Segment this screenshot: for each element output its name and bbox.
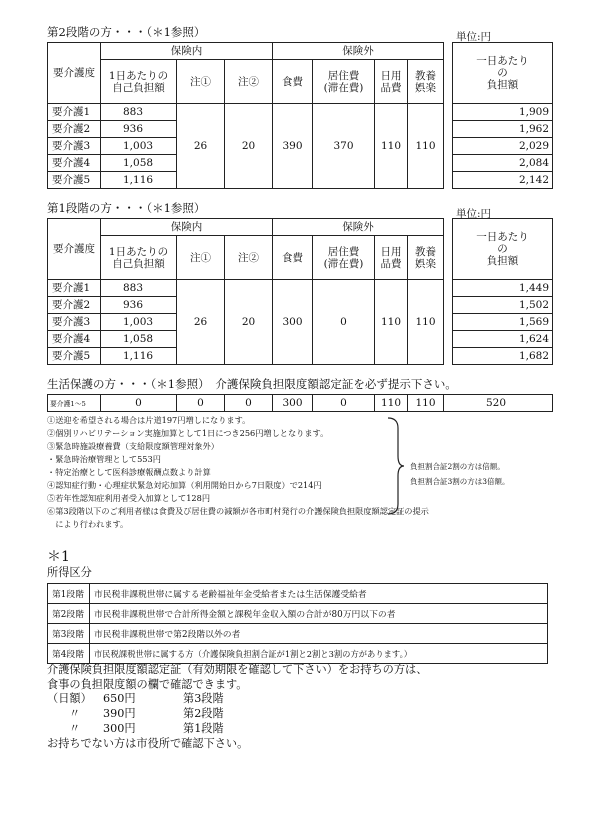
header-level: 要介護度 <box>48 219 101 280</box>
header-note1: 注① <box>177 236 225 280</box>
header-daily: 日用 品費 <box>375 236 408 280</box>
meal-row <box>47 722 224 736</box>
cell-stay: 0 <box>313 395 375 412</box>
header-food: 食費 <box>273 236 313 280</box>
section2-unit: 単位:円 <box>456 31 492 43</box>
cell-total: 1,962 <box>453 121 553 138</box>
cell-self-pay: 0 <box>101 395 177 412</box>
cell-level: 要介護5 <box>48 172 101 189</box>
cell-stay: 370 <box>313 104 375 189</box>
income-table <box>47 583 548 664</box>
note-item: ②個別リハビリテーション実施加算として1日につき256円増しとなります。 <box>47 428 329 438</box>
stage2-fee-table <box>47 42 553 189</box>
spacer <box>444 280 453 365</box>
meal-line2: 食事の負担限度額の欄で確認できます。 <box>47 678 248 691</box>
cell-self-pay: 1,058 <box>101 155 177 172</box>
cell-culture: 110 <box>408 280 444 365</box>
meal-stage: 第3段階 <box>183 692 224 705</box>
meal-stage: 第2段階 <box>183 707 224 720</box>
header-insurance-out: 保険外 <box>273 219 444 236</box>
cell-note2: 20 <box>225 104 273 189</box>
cell-total: 2,084 <box>453 155 553 172</box>
cell-level: 要介護1～5 <box>48 395 101 412</box>
header-food: 食費 <box>273 60 313 104</box>
cell-culture: 110 <box>408 395 444 412</box>
cell-stage: 第4段階 <box>48 644 90 664</box>
welfare-fee-table <box>47 394 553 412</box>
cell-note2: 0 <box>225 395 273 412</box>
cell-level: 要介護5 <box>48 348 101 365</box>
note-item: ⑤若年性認知症利用者受入加算として128円 <box>47 493 211 503</box>
cell-stage: 第1段階 <box>48 584 90 604</box>
meal-amount: 390円 <box>103 707 136 720</box>
cell-total: 1,569 <box>453 314 553 331</box>
cell-culture: 110 <box>408 104 444 189</box>
cell-level: 要介護3 <box>48 138 101 155</box>
cell-desc: 市民税非課税世帯で合計所得金額と課税年金収入額の合計が80万円以下の者 <box>90 604 548 624</box>
note-item: ①送迎を希望される場合は片道197円増しになります。 <box>47 415 251 425</box>
header-level: 要介護度 <box>48 43 101 104</box>
header-note2: 注② <box>225 60 273 104</box>
income-heading: 所得区分 <box>47 566 92 579</box>
header-insurance-in: 保険内 <box>101 43 273 60</box>
cell-total: 2,142 <box>453 172 553 189</box>
header-stay: 居住費 (滞在費) <box>313 236 375 280</box>
cell-desc: 市民税課税世帯に属する方（介護保険負担割合証が1割と2割と3割の方があります。） <box>90 644 548 664</box>
table-row <box>48 624 548 644</box>
meal-stage: 第1段階 <box>183 722 224 735</box>
spacer <box>444 104 453 189</box>
note-item: ④認知症行動・心理症状緊急対応加算（利用開始日から7日限度）で214円 <box>47 480 322 490</box>
cell-food: 300 <box>273 280 313 365</box>
cell-total: 1,624 <box>453 331 553 348</box>
cell-total: 2,029 <box>453 138 553 155</box>
meal-prefix: 〃 <box>69 722 81 735</box>
note-item: により行われます。 <box>47 519 129 529</box>
meal-line1: 介護保険負担限度額認定証（有効期限を確認して下さい）をお持ちの方は、 <box>47 663 428 676</box>
cell-self-pay: 936 <box>101 121 177 138</box>
table-row <box>48 104 553 121</box>
cell-level: 要介護2 <box>48 121 101 138</box>
curly-brace <box>386 416 406 516</box>
welfare-title: 生活保護の方・・・（＊1参照） 介護保険負担限度額認定証を必ず提示下さい。 <box>47 377 457 391</box>
cell-food: 300 <box>273 395 313 412</box>
cell-level: 要介護4 <box>48 331 101 348</box>
section2-title: 第2段階の方・・・（＊1参照） <box>47 25 206 39</box>
header-self-pay: 1日あたりの 自己負担額 <box>101 236 177 280</box>
cell-level: 要介護2 <box>48 297 101 314</box>
cell-note1: 26 <box>177 104 225 189</box>
meal-amount: 300円 <box>103 722 136 735</box>
cell-food: 390 <box>273 104 313 189</box>
cell-self-pay: 1,003 <box>101 314 177 331</box>
cell-self-pay: 883 <box>101 280 177 297</box>
header-note2: 注② <box>225 236 273 280</box>
table-row <box>48 644 548 664</box>
cell-self-pay: 1,116 <box>101 172 177 189</box>
cell-desc: 市民税非課税世帯に属する老齢福祉年金受給者または生活保護受給者 <box>90 584 548 604</box>
cell-daily: 110 <box>375 104 408 189</box>
cell-total: 1,449 <box>453 280 553 297</box>
notes-list <box>47 414 429 531</box>
cell-level: 要介護4 <box>48 155 101 172</box>
cell-stage: 第3段階 <box>48 624 90 644</box>
cell-daily: 110 <box>375 395 408 412</box>
meal-prefix: 〃 <box>69 707 81 720</box>
header-note1: 注① <box>177 60 225 104</box>
header-stay: 居住費 (滞在費) <box>313 60 375 104</box>
cell-stage: 第2段階 <box>48 604 90 624</box>
cell-level: 要介護1 <box>48 280 101 297</box>
table-row <box>48 280 553 297</box>
cell-desc: 市民税非課税世帯で第2段階以外の者 <box>90 624 548 644</box>
meal-row <box>47 707 224 721</box>
cell-level: 要介護3 <box>48 314 101 331</box>
table-row <box>48 395 553 412</box>
cell-total: 1,502 <box>453 297 553 314</box>
cell-total: 520 <box>444 395 553 412</box>
spacer <box>444 43 453 104</box>
header-insurance-in: 保険内 <box>101 219 273 236</box>
section1-title: 第1段階の方・・・（＊1参照） <box>47 201 206 215</box>
header-culture: 教養 娯楽 <box>408 236 444 280</box>
note-item: ⑥第3段階以下のご利用者様は食費及び居住費の減額が各市町村発行の介護保険負担限度額認定証の提示 <box>47 506 429 516</box>
cell-total: 1,909 <box>453 104 553 121</box>
cell-self-pay: 883 <box>101 104 177 121</box>
header-total: 一日あたり の 負担額 <box>453 219 553 280</box>
cell-self-pay: 936 <box>101 297 177 314</box>
stage1-fee-table <box>47 218 553 365</box>
cell-level: 要介護1 <box>48 104 101 121</box>
cell-self-pay: 1,003 <box>101 138 177 155</box>
header-insurance-out: 保険外 <box>273 43 444 60</box>
meal-footer: お持ちでない方は市役所で確認下さい。 <box>47 737 249 750</box>
spacer <box>444 219 453 280</box>
cell-self-pay: 1,116 <box>101 348 177 365</box>
side-notes <box>410 459 510 489</box>
side-note: 負担割合証2割の方は倍額。 <box>410 462 505 471</box>
cell-daily: 110 <box>375 280 408 365</box>
note-item: ・緊急時治療管理として553円 <box>47 454 161 464</box>
note-item: ③緊急時施設療養費（支給限度額管理対象外） <box>47 441 219 451</box>
cell-stay: 0 <box>313 280 375 365</box>
header-self-pay: 1日あたりの 自己負担額 <box>101 60 177 104</box>
cell-note1: 26 <box>177 280 225 365</box>
meal-prefix: （日額） <box>47 692 92 705</box>
table-row <box>48 604 548 624</box>
note-item: ・特定治療として医科診療報酬点数より計算 <box>47 467 211 477</box>
header-total: 一日あたり の 負担額 <box>453 43 553 104</box>
star-heading: ＊1 <box>47 549 70 565</box>
cell-self-pay: 1,058 <box>101 331 177 348</box>
meal-amount: 650円 <box>103 692 136 705</box>
side-note: 負担割合証3割の方は3倍額。 <box>410 477 510 486</box>
meal-row <box>47 692 224 706</box>
header-daily: 日用 品費 <box>375 60 408 104</box>
section1-unit: 単位:円 <box>456 208 492 220</box>
table-row <box>48 584 548 604</box>
header-culture: 教養 娯楽 <box>408 60 444 104</box>
cell-note2: 20 <box>225 280 273 365</box>
cell-total: 1,682 <box>453 348 553 365</box>
cell-note1: 0 <box>177 395 225 412</box>
